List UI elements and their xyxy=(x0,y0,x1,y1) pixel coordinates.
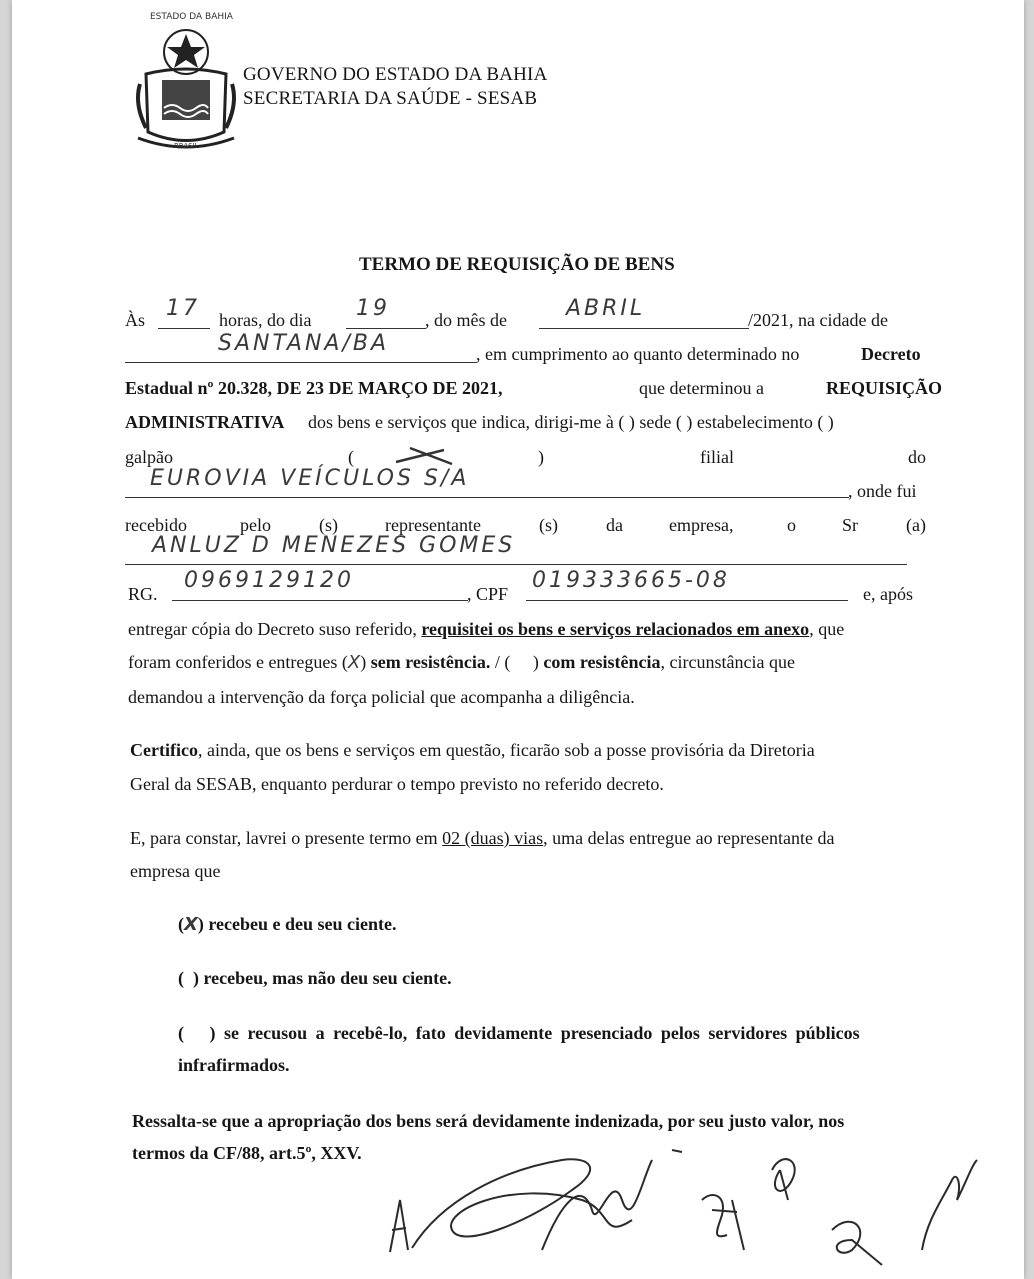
representative-value: ANLUZ D MENEZES GOMES xyxy=(152,533,516,558)
row5-paren-open: ( xyxy=(348,447,354,467)
row11-mark: X xyxy=(347,652,361,673)
cpf-field-line xyxy=(526,600,848,601)
row6-onde: , onde fui xyxy=(848,481,917,501)
document-title: TERMO DE REQUISIÇÃO DE BENS xyxy=(359,254,675,275)
row7-w4: representante xyxy=(385,515,481,535)
row7-w3: (s) xyxy=(319,515,338,535)
row12: demandou a intervenção da força policial que acompanha a diligência. xyxy=(128,687,635,707)
document-page xyxy=(12,0,1024,1279)
option-3-line1: ( ) se recusou a recebê-lo, fato devidamente presenciado pelos servidores públicos xyxy=(178,1023,860,1043)
row5-paren-close: ) xyxy=(538,447,544,467)
row11-text3: , circunstância que xyxy=(660,652,795,672)
row4-text: dos bens e serviços que indica, dirigi-me à ( ) sede ( ) estabelecimento ( ) xyxy=(308,412,834,432)
row7-w10: (a) xyxy=(906,515,926,535)
constar-vias: 02 (duas) vias xyxy=(442,828,544,848)
city-value: SANTANA/BA xyxy=(218,331,390,356)
row10-text2: , que xyxy=(809,619,845,639)
constar-line1 xyxy=(130,826,835,850)
option-1-close: ) xyxy=(197,914,204,934)
row11-sep: / ( ) xyxy=(494,652,539,672)
label-rg: RG. xyxy=(128,584,158,604)
row3-requisicao: REQUISIÇÃO xyxy=(826,378,943,398)
rg-field-line xyxy=(172,600,468,601)
option-1-text: recebeu e deu seu ciente. xyxy=(208,914,397,934)
row7-w9: Sr xyxy=(842,515,859,535)
ressalta-line2: termos da CF/88, art.5º, XXV. xyxy=(132,1143,362,1163)
row7-w5: (s) xyxy=(539,515,558,535)
seal-text: ESTADO DA BAHIA xyxy=(150,12,233,22)
certifico-bold: Certifico xyxy=(130,740,198,760)
certifico-line1 xyxy=(130,738,815,762)
day-field-line xyxy=(346,328,426,329)
row11-text1: foram conferidos e entregues ( xyxy=(128,652,348,672)
row10-text1-span: entregar cópia do Decreto suso referido, xyxy=(128,619,417,639)
rg-value: 0969129120 xyxy=(184,568,354,593)
row11-sem: sem resistência. xyxy=(370,652,491,672)
row10-text1 xyxy=(128,617,844,641)
state-seal-icon xyxy=(126,14,246,154)
label-cpf: , CPF xyxy=(467,584,509,604)
constar-line2: empresa que xyxy=(130,861,221,881)
certifico-line2: Geral da SESAB, enquanto perdurar o tempo previsto no referido decreto. xyxy=(130,774,664,794)
row7-w2: pelo xyxy=(240,515,271,535)
row3-estadual: Estadual nº 20.328, DE 23 DE MARÇO DE 2021, xyxy=(125,378,503,398)
ressalta-line1: Ressalta-se que a apropriação dos bens será devidamente indenizada, por seu justo valor, nos xyxy=(132,1111,845,1131)
certifico-text1: , ainda, que os bens e serviços em questão, ficarão sob a posse provisória da Diretoria xyxy=(197,740,815,760)
row11-text2: ) xyxy=(360,652,367,672)
row7-w1: recebido xyxy=(125,515,187,535)
row7-w6: da xyxy=(606,515,623,535)
row7-w8: o xyxy=(787,515,796,535)
day-value: 19 xyxy=(356,296,390,321)
signature-1-icon xyxy=(382,1140,1022,1276)
label-as: Às xyxy=(125,310,146,330)
header-secretariat: SECRETARIA DA SAÚDE - SESAB xyxy=(243,88,538,109)
option-2: ( ) recebeu, mas não deu seu ciente. xyxy=(178,968,452,988)
company-field-line xyxy=(125,497,849,498)
option-1-mark: X xyxy=(184,914,198,935)
constar-text1b: , uma delas entregue ao representante da xyxy=(543,828,835,848)
row10-underline: requisitei os bens e serviços relacionados em anexo xyxy=(421,619,810,639)
row2-decreto: Decreto xyxy=(861,344,921,364)
constar-text1a: E, para constar, lavrei o presente termo em xyxy=(130,828,438,848)
representative-field-line xyxy=(125,564,907,565)
row2-text: , em cumprimento ao quanto determinado no xyxy=(476,344,800,364)
month-field-line xyxy=(539,328,749,329)
option-1 xyxy=(178,912,397,937)
option-3-line2: infrafirmados. xyxy=(178,1055,290,1075)
row11-com: com resistência xyxy=(543,652,661,672)
row7-w7: empresa, xyxy=(669,515,734,535)
row11 xyxy=(128,650,795,675)
city-field-line xyxy=(125,362,477,363)
label-hours: horas, do dia xyxy=(219,310,312,330)
company-value: EUROVIA VEÍCULOS S/A xyxy=(150,466,470,491)
month-value: ABRIL xyxy=(566,296,646,321)
row4-admin: ADMINISTRATIVA xyxy=(125,412,285,432)
hours-value: 17 xyxy=(166,296,200,321)
row5-do: do xyxy=(908,447,926,467)
hours-field-line xyxy=(158,328,210,329)
label-year-city: /2021, na cidade de xyxy=(748,310,888,330)
header-government: GOVERNO DO ESTADO DA BAHIA xyxy=(243,64,548,85)
row5-filial: filial xyxy=(700,447,734,467)
row5-galpao: galpão xyxy=(125,447,173,467)
row9-apos: e, após xyxy=(863,584,913,604)
row3-text: que determinou a xyxy=(639,378,764,398)
cpf-value: 019333665-08 xyxy=(532,568,730,593)
seal-base-text: BRASIL xyxy=(174,142,199,150)
option-1-open: ( xyxy=(178,914,184,934)
label-month: , do mês de xyxy=(425,310,507,330)
